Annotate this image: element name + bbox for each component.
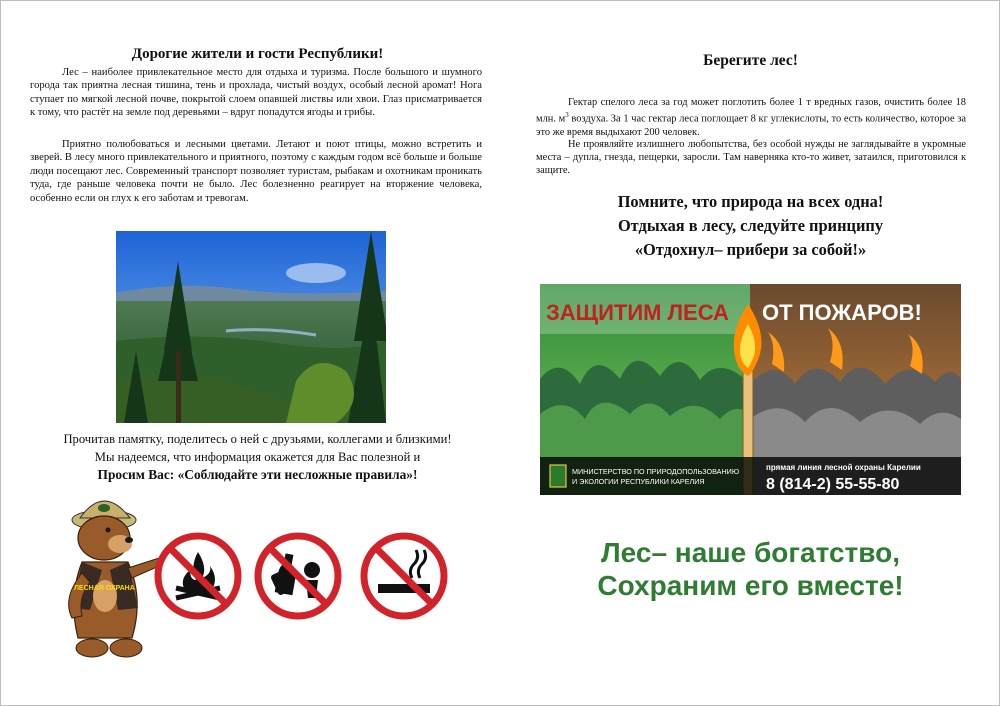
right-page bbox=[528, 0, 973, 706]
notice-line-2: Мы надеемся, что информация окажется для Вас полезной и bbox=[94, 450, 421, 464]
banner-ministry-line-1: МИНИСТЕРСТВО ПО ПРИРОДОПОЛЬЗОВАНИЮ bbox=[572, 467, 740, 476]
intro-paragraph-1: Лес – наиболее привлекательное место для отдыха и туризма. После большого и шумного города так приятна лесная тишина, тень и прохлада, чистый воздух, особый лесной аромат! Нога ступает по мягкой лесной почве, покрытой слоем опавшей листвы или хвои. Глаз присматривается к тому, что растёт на земле под деревьями – вдруг попадутся ягоды и грибы. bbox=[30, 67, 482, 119]
banner-hotline-number: 8 (814-2) 55-55-80 bbox=[766, 476, 900, 493]
facts-sup: 3 bbox=[565, 111, 569, 120]
intro-paragraph-2: Приятно полюбоваться и лесными цветами. Летают и поют птицы, можно встретить и зверей. В лесу много привлекательного и приятного, поэтому с каждым годом всё больше и больше люди посещают лес. Современный транспорт позволяет туристам, рыбакам и охотникам проникать туда, где раньше человека почти не было. Лес болезненно реагирует на вторжение человека, особенно если он глух к его заботам и тревогам. bbox=[30, 139, 482, 204]
facts-text-b: воздуха. За 1 час гектар леса поглощает 8 кг углекислоты, то есть количество, которое за это же время выдыхают 200 человек. bbox=[536, 113, 966, 138]
no-smoking-icon bbox=[358, 530, 450, 622]
banner-title-left: ЗАЩИТИМ ЛЕСА bbox=[546, 300, 729, 325]
forest-landscape-photo bbox=[116, 231, 386, 423]
left-page bbox=[30, 0, 485, 706]
no-litter-icon bbox=[252, 530, 344, 622]
notice-block bbox=[30, 430, 485, 484]
left-heading: Дорогие жители и гости Республики! bbox=[131, 46, 384, 62]
banner-hotline-label: прямая линия лесной охраны Карелии bbox=[766, 463, 921, 472]
banner-title-right: ОТ ПОЖАРОВ! bbox=[762, 300, 922, 325]
slogan-line-1: Лес– наше богатство, bbox=[601, 537, 900, 568]
remember-block bbox=[528, 190, 973, 262]
bear-vest-label: ЛЕСНАЯ ОХРАНА bbox=[74, 585, 135, 592]
right-heading: Берегите лес! bbox=[703, 52, 798, 69]
slogan-line-2: Сохраним его вместе! bbox=[597, 570, 904, 601]
slogan-block bbox=[528, 536, 973, 602]
facts-text-a: Гектар спелого леса за год может поглотить более 1 т вредных газов, очистить более 18 млн. м bbox=[536, 97, 966, 125]
remember-line-3: «Отдохнул– прибери за собой!» bbox=[634, 240, 867, 259]
notice-line-1: Прочитав памятку, поделитесь о ней с друзьями, коллегами и близкими! bbox=[63, 432, 452, 446]
forest-facts-paragraph bbox=[536, 96, 966, 139]
notice-line-3: Просим Вас: «Соблюдайте эти несложные правила»! bbox=[97, 467, 418, 482]
remember-line-2: Отдыхая в лесу, следуйте принципу bbox=[617, 216, 884, 235]
remember-line-1: Помните, что природа на всех одна! bbox=[617, 192, 884, 211]
no-fire-icon bbox=[152, 530, 244, 622]
banner-ministry-line-2: И ЭКОЛОГИИ РЕСПУБЛИКИ КАРЕЛИЯ bbox=[572, 477, 705, 486]
fire-protection-banner bbox=[540, 284, 961, 495]
curiosity-paragraph: Не проявляйте излишнего любопытства, без особой нужды не заглядывайте в укромные места – дупла, гнезда, пещерки, заросли. Там наверняка кто-то живет, затаился, приготовился к защите. bbox=[536, 139, 966, 177]
